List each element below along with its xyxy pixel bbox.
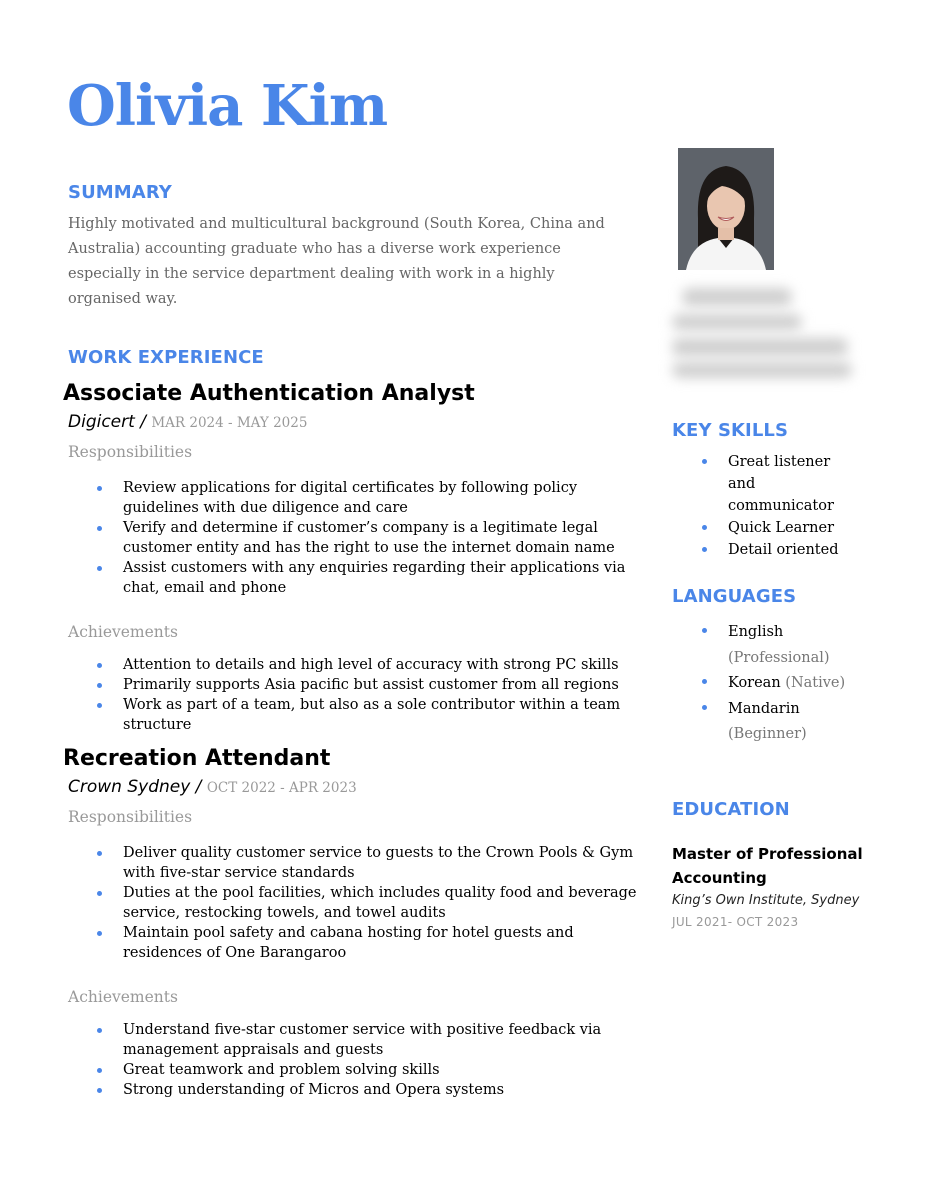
achievements-label: Achievements — [68, 988, 178, 1006]
list-item: Verify and determine if customer’s company is a legitimate legal customer entity and has the right to use the internet domain name — [0, 518, 643, 558]
company-name: Crown Sydney / — [68, 777, 202, 797]
list-item: Attention to details and high level of accuracy with strong PC skills — [0, 655, 643, 675]
key-skills-heading: KEY SKILLS — [672, 420, 789, 441]
list-item — [0, 697, 858, 748]
list-item: Review applications for digital certificates by following policy guidelines with due diligence and care — [0, 478, 643, 518]
list-item: Duties at the pool facilities, which includes quality food and beverage service, restocking towels, and towel audits — [0, 883, 643, 923]
portrait-image — [678, 148, 774, 270]
achievements-list — [0, 1020, 643, 1100]
job-dates: MAR 2024 - MAY 2025 — [151, 415, 308, 431]
list-item: Great listener and communicator — [0, 451, 858, 517]
language-level: (Beginner) — [728, 726, 807, 742]
language-name: English — [728, 624, 784, 640]
list-item: Primarily supports Asia pacific but assist customer from all regions — [0, 675, 643, 695]
job-title: Associate Authentication Analyst — [63, 381, 475, 406]
list-item: Assist customers with any enquiries regarding their applications via chat, email and phone — [0, 558, 643, 598]
responsibilities-list — [0, 843, 643, 963]
list-item: Understand five-star customer service with positive feedback via management appraisals and guests — [0, 1020, 643, 1060]
list-item: Maintain pool safety and cabana hosting for hotel guests and residences of One Barangaroo — [0, 923, 643, 963]
list-item: Great teamwork and problem solving skills — [0, 1060, 643, 1080]
blurred-contact-info — [668, 282, 858, 388]
list-item — [0, 671, 858, 697]
job-title: Recreation Attendant — [63, 746, 331, 771]
languages-list — [0, 620, 858, 748]
languages-heading: LANGUAGES — [672, 586, 797, 607]
institute: King’s Own Institute, Sydney — [672, 893, 860, 908]
list-item — [0, 620, 858, 671]
work-experience-heading: WORK EXPERIENCE — [68, 347, 264, 368]
company-line — [68, 777, 357, 797]
education-dates: JUL 2021- OCT 2023 — [672, 915, 799, 929]
job-dates: OCT 2022 - APR 2023 — [206, 780, 357, 796]
language-level: (Professional) — [728, 649, 830, 666]
list-item: Deliver quality customer service to guests to the Crown Pools & Gym with five-star service standards — [0, 843, 643, 883]
responsibilities-label: Responsibilities — [68, 443, 193, 461]
summary-heading: SUMMARY — [68, 182, 172, 203]
key-skills-list — [0, 451, 858, 561]
company-line — [68, 412, 307, 432]
language-name: Korean — [728, 675, 781, 691]
candidate-name: Olivia Kim — [67, 73, 388, 139]
education-heading: EDUCATION — [672, 799, 790, 820]
list-item: Strong understanding of Micros and Opera systems — [0, 1080, 643, 1100]
language-name: Mandarin — [728, 700, 800, 717]
list-item: Quick Learner — [0, 517, 858, 539]
responsibilities-label: Responsibilities — [68, 808, 193, 826]
company-name: Digicert / — [68, 412, 146, 432]
degree: Master of Professional Accounting — [672, 845, 863, 887]
achievements-label: Achievements — [68, 623, 178, 641]
list-item: Work as part of a team, but also as a sole contributor within a team structure — [0, 695, 643, 735]
summary-text: Highly motivated and multicultural background (South Korea, China and Australia) accounting graduate who has a diverse work experience especially in the service department dealing with work in a highly organised way. — [68, 216, 605, 307]
profile-photo — [678, 148, 774, 270]
language-level: (Native) — [785, 675, 846, 691]
list-item: Detail oriented — [0, 539, 858, 561]
